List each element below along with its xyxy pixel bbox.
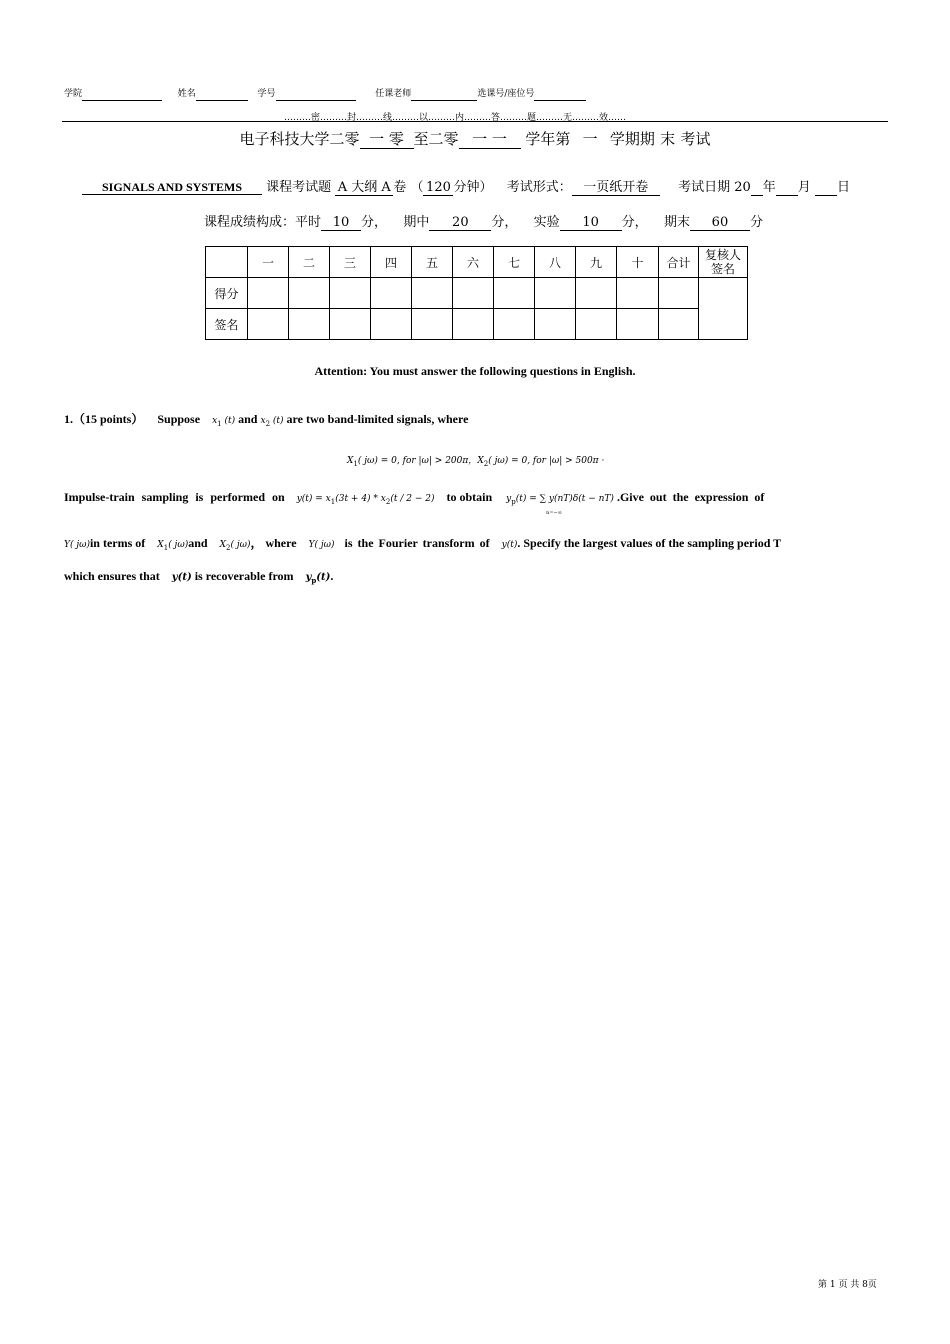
cond2-body: ( jω) = 0, for |ω| > 500π: [488, 456, 599, 466]
title-tail: 学期期: [609, 130, 655, 148]
title-school: 电子科技大学二零: [239, 130, 360, 148]
cond1-body: ( jω) = 0, for |ω| > 200π: [357, 456, 469, 466]
title-exam: 考试: [680, 130, 711, 148]
grade-u3: 分，: [621, 215, 648, 230]
cond2-symbol: X: [477, 456, 484, 466]
student-id-label: 学号: [257, 89, 276, 99]
q-line3-d: . Specify the largest values of the sampling period T: [517, 536, 782, 550]
X2-sub: 2: [225, 544, 231, 552]
q-line3-a: in terms of: [89, 536, 146, 550]
score-table: [205, 246, 748, 340]
attention-note: Attention: You must answer the following questions in English.: [314, 364, 636, 378]
question-number: 1.（15 points）: [64, 412, 144, 426]
signature-row: [206, 309, 748, 340]
signature-cell[interactable]: [494, 309, 535, 340]
course-line: [82, 176, 850, 196]
name-field[interactable]: [196, 90, 248, 101]
yt-expr: y(t) = x: [296, 494, 331, 504]
q-line3-c: is the Fourier transform of: [344, 536, 490, 550]
yt-sub1: 1: [330, 498, 336, 506]
title-mid: 至二零: [413, 130, 459, 148]
band-limit-conditions: [347, 453, 604, 468]
cond1-symbol: X: [347, 456, 354, 466]
score-header: 九: [576, 247, 617, 278]
Yjw-expr-2: Y( jω): [308, 540, 335, 550]
score-header: 五: [412, 247, 453, 278]
score-header: 二: [289, 247, 330, 278]
q-x2-sub: 2: [265, 420, 271, 428]
score-cell[interactable]: [659, 278, 699, 309]
cond-separator: ，: [468, 456, 478, 466]
title-year1: 一 零: [360, 131, 414, 149]
q-line2-b: to obtain: [446, 490, 493, 504]
signature-cell[interactable]: [412, 309, 453, 340]
course-paren: （: [410, 180, 424, 195]
signature-cell[interactable]: [453, 309, 494, 340]
course-year-prefix: 20: [734, 180, 751, 195]
course-label2: 卷: [393, 180, 407, 195]
q-line4-a: which ensures that: [64, 569, 160, 583]
signature-cell[interactable]: [248, 309, 289, 340]
course-label5: 考试日期: [678, 180, 731, 195]
score-header: 八: [535, 247, 576, 278]
cond1-sub: 1: [353, 460, 358, 468]
grade-final: 60: [690, 216, 750, 231]
title-term: 一: [582, 130, 598, 148]
q-intro-tail: are two band-limited signals, where: [286, 412, 469, 426]
q-suppose: Suppose: [157, 412, 201, 426]
signature-row-label: 签名: [206, 309, 248, 340]
course-month-label: 月: [797, 180, 811, 195]
signature-cell[interactable]: [576, 309, 617, 340]
Yjw-expr: Y( jω): [64, 540, 90, 550]
cond-end: ·: [601, 456, 605, 466]
grade-midterm-label: 期中: [403, 215, 430, 230]
course-label3: 分钟）: [453, 180, 493, 195]
grade-label: 课程成绩构成：平时: [204, 215, 322, 230]
header-fields: [64, 86, 586, 101]
teacher-field[interactable]: [411, 90, 477, 101]
question1-intro: [64, 410, 468, 428]
q-x2: x: [260, 416, 266, 426]
teacher-label: 任课老师: [375, 89, 412, 99]
yp-symbol: y: [506, 494, 512, 504]
course-label4: 考试形式：: [506, 180, 572, 195]
score-header: 四: [371, 247, 412, 278]
q-line4-y: y(t): [171, 572, 192, 583]
signature-cell[interactable]: [330, 309, 371, 340]
signature-cell[interactable]: [371, 309, 412, 340]
seal-line-text: ………密………封………线………以………内………答………题………无………效……: [284, 113, 627, 123]
signature-cell[interactable]: [659, 309, 699, 340]
q-line4-b: is recoverable from: [194, 569, 294, 583]
grade-midterm: 20: [429, 216, 491, 231]
X1-symbol: X: [157, 540, 164, 550]
signature-cell[interactable]: [289, 309, 330, 340]
course-paper: A 大纲 A: [335, 181, 393, 196]
q-x2-arg: (t): [272, 416, 284, 426]
score-cell[interactable]: [330, 278, 371, 309]
course-no-field[interactable]: [534, 90, 586, 101]
course-day-label: 日: [836, 180, 850, 195]
title-exam-type: 末: [660, 130, 676, 148]
yt-sub2: 2: [385, 498, 391, 506]
course-form: 一页纸开卷: [572, 181, 660, 196]
q-line4-end: .: [330, 569, 334, 583]
grade-u4: 分: [749, 215, 763, 230]
score-cell[interactable]: [535, 278, 576, 309]
score-cell[interactable]: [494, 278, 535, 309]
grade-final-label: 期末: [663, 215, 690, 230]
year-field[interactable]: [751, 181, 763, 196]
score-row-label: 得分: [206, 278, 248, 309]
month-field[interactable]: [776, 181, 798, 196]
X2-arg: ( jω): [230, 540, 251, 550]
sum-limit: n=−∞: [546, 510, 562, 516]
college-field[interactable]: [82, 90, 162, 101]
reviewer-header: [699, 247, 748, 278]
college-label: 学院: [64, 89, 83, 99]
score-header: 十: [617, 247, 659, 278]
score-cell[interactable]: [453, 278, 494, 309]
q-line4-yp: y: [305, 572, 312, 583]
yt-symbol: y(t): [501, 540, 518, 550]
yt-end: (t / 2 − 2): [390, 494, 435, 504]
student-id-field[interactable]: [276, 90, 356, 101]
grade-usual: 10: [321, 216, 361, 231]
exam-title: [0, 128, 950, 149]
day-field[interactable]: [815, 181, 837, 196]
score-header: 三: [330, 247, 371, 278]
score-cell[interactable]: [617, 278, 659, 309]
course-label1: 课程考试题: [266, 180, 332, 195]
course-minutes: 120: [423, 181, 453, 196]
score-cell[interactable]: [289, 278, 330, 309]
course-name: SIGNALS AND SYSTEMS: [82, 181, 262, 195]
q-line3-and: and: [188, 536, 208, 550]
seal-line: [62, 121, 888, 122]
q-x1: x: [212, 416, 218, 426]
q-x1-sub: 1: [217, 420, 222, 428]
q-line2-a: Impulse-train sampling is performed on: [64, 490, 285, 504]
q-line4-yp-sub: p: [311, 576, 317, 585]
q-line4-targ: (t): [316, 572, 331, 583]
signature-cell[interactable]: [535, 309, 576, 340]
score-header: 合计: [659, 247, 699, 278]
X2-symbol: X: [219, 540, 226, 550]
page-footer: 第 1 页 共 8页: [818, 1280, 877, 1290]
name-label: 姓名: [177, 89, 196, 99]
score-header: 七: [494, 247, 535, 278]
question1-line3: [64, 534, 781, 552]
score-corner-cell: [206, 247, 248, 278]
score-cell[interactable]: [576, 278, 617, 309]
reviewer-label-2: 签名: [710, 262, 735, 276]
score-header: 一: [248, 247, 289, 278]
yp-body: (t) = ∑ y(nT)δ(t − nT): [515, 494, 614, 504]
grade-lab-label: 实验: [533, 215, 560, 230]
score-cell[interactable]: [248, 278, 289, 309]
q-line3-b: ， where: [250, 536, 297, 550]
title-after: 学年第: [525, 130, 571, 148]
score-cell[interactable]: [371, 278, 412, 309]
title-year2: 一 一: [459, 131, 521, 149]
yp-sub: p: [511, 498, 516, 506]
X1-sub: 1: [163, 544, 169, 552]
grade-lab: 10: [560, 216, 622, 231]
signature-cell[interactable]: [617, 309, 659, 340]
question1-line4: [64, 569, 333, 585]
q-x1-arg: (t): [224, 416, 236, 426]
grade-u1: 分，: [361, 215, 388, 230]
course-year-label: 年: [762, 180, 776, 195]
score-row: [206, 278, 748, 309]
grade-u2: 分，: [491, 215, 518, 230]
score-header: 六: [453, 247, 494, 278]
cond2-sub: 2: [483, 460, 489, 468]
reviewer-label-1: 复核人: [704, 248, 741, 262]
course-no-label: 选课号/座位号: [477, 89, 535, 99]
question1-line2: [64, 490, 884, 516]
reviewer-cell[interactable]: [699, 278, 748, 340]
q-and: and: [238, 412, 258, 426]
score-cell[interactable]: [412, 278, 453, 309]
score-header-row: [206, 247, 748, 278]
q-line2-c: .Give out the expression of: [616, 490, 765, 504]
yt-mid: (3t + 4) * x: [335, 494, 386, 504]
grade-line: [204, 211, 763, 231]
X1-arg: ( jω): [168, 540, 189, 550]
